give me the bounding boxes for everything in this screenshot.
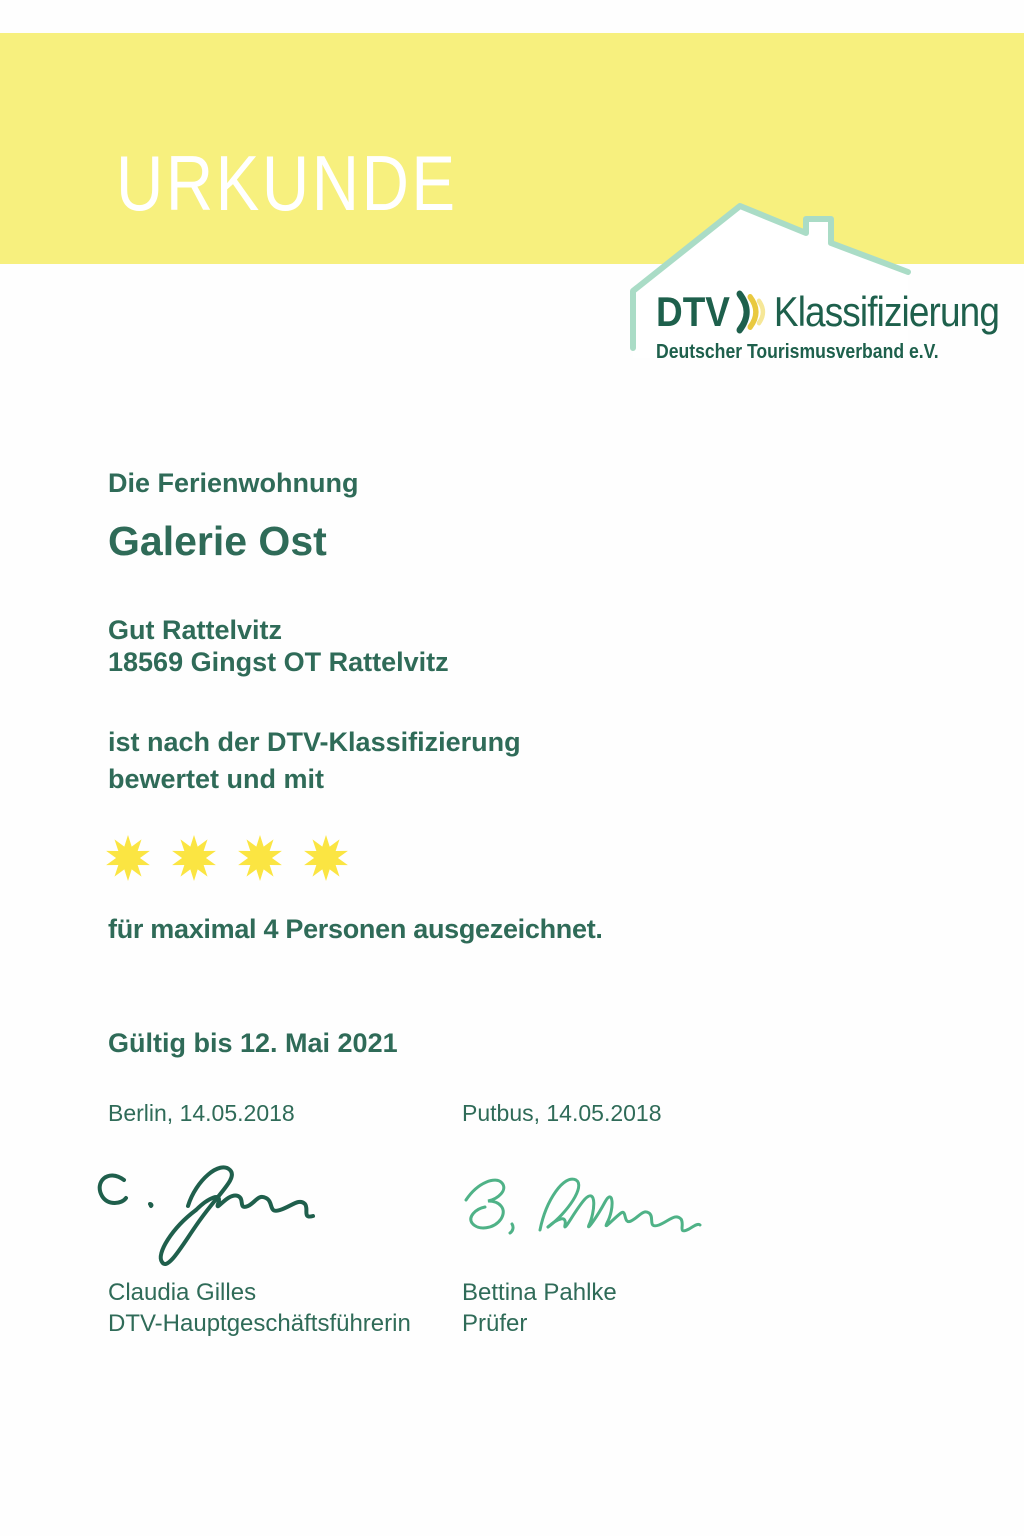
place-date-left: Berlin, 14.05.2018 [108,1100,295,1126]
statement-line-2: bewertet und mit [108,764,325,794]
dtv-logo [656,288,1024,364]
intro-line: Die Ferienwohnung [108,468,359,498]
statement-block [108,724,521,798]
star-icon [105,835,151,881]
address-block [108,614,449,678]
signer-name-right: Bettina Pahlke [462,1279,617,1306]
logo-wordmark: DTV [656,288,730,335]
dtv-logo-row [656,288,999,336]
address-line-1: Gut Rattelvitz [108,615,283,645]
star-icon [303,835,349,881]
statement-line-1: ist nach der DTV-Klassifizierung [108,727,521,757]
rating-stars [105,835,349,881]
logo-chevron-icon [736,290,768,334]
signer-block-right [462,1277,617,1339]
logo-product-name: Klassifizierung [773,288,1000,335]
star-icon [237,835,283,881]
banner-title: URKUNDE [116,139,458,227]
signer-role-right: Prüfer [462,1310,528,1337]
validity-line: Gültig bis 12. Mai 2021 [108,1028,398,1058]
address-line-2: 18569 Gingst OT Rattelvitz [108,647,449,677]
signer-role-left: DTV-Hauptgeschäftsführerin [108,1310,411,1337]
signature-claudia-gilles [92,1158,347,1280]
place-date-right: Putbus, 14.05.2018 [462,1100,662,1126]
property-name: Galerie Ost [108,518,327,564]
signer-name-left: Claudia Gilles [108,1279,257,1306]
award-line: für maximal 4 Personen ausgezeichnet. [108,914,603,944]
star-icon [171,835,217,881]
signer-block-left [108,1277,411,1339]
logo-subtitle: Deutscher Tourismusverband e.V. [656,341,939,363]
signature-bettina-pahlke [450,1168,710,1264]
